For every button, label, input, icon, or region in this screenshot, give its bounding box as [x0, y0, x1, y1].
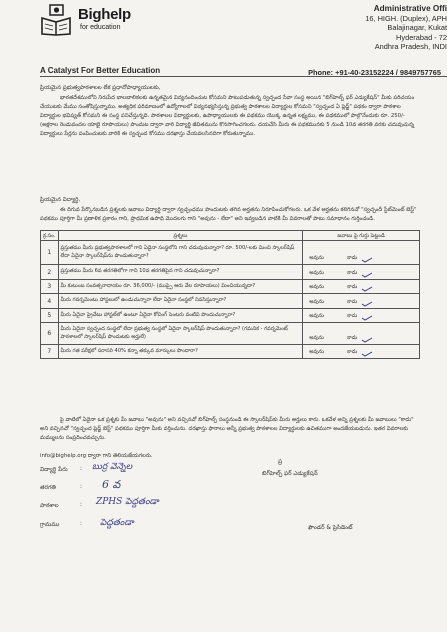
phone-numbers: Phone: +91-40-23152224 / 9849757765 [308, 68, 441, 77]
school-label: పాఠశాల [40, 503, 59, 509]
answer-yes-option[interactable]: అవును [309, 284, 324, 290]
intro-paragraph: భారతదేశములోని నిరుపేద బాలబాలికలకు ఉన్నతమైన విద్యనందించుట కోసమని పాటుపడుతున్న స్వచ్ఛంద సేవా సంస్థ అయిన "బిగ్‌హెల్ప్ ఫర్ ఎడ్యుకేషన్" మీకు పరిచయం చేయుటకు మేము సంతోషిస్తున్నాము. అత్యధిక పరిమాణంలో ఉద్యోగాలలో విద్యనభ్యసిస్తున్న ప్రభుత్వ పాఠశాలల విద్యార్థుల కోసమని "స్వచ్ఛంద ఏ ప్లెడ్జ్" పథకం ద్వారా పాఠశాల విద్యార్థుల భవిష్యత్ కోసమని ఈ సంస్థ పనిచేస్తున్నది. పాఠశాలల విద్యార్థులకు, ఉపాధ్యాయులకు ఈ పథకము యొక్క ఉన్నత లక్ష్యము, ఈ పథకములో పాల్గొనేందుకు రూ. 250/- (అక్షరాల రెండువందల యాభై రూపాయలు) పొందుట ద్వారా వారి విద్యార్థి జీవితమును కొనసాగించగలరు. దయచేసి మీరు ఈ పథకమునకు 5 నుండి 10వ తరగతి వరకు చదువుచున్న విద్యార్థులు పేర్లను పంపించుటకు వారికి ఈ స్వచ్ఛంద కోసము దరఖాస్తు చేయవలసినదిగా కోరుతున్నాము. [40, 95, 415, 137]
answer-no-option[interactable]: కాదు [347, 313, 358, 319]
answer-no-option[interactable]: కాదు [347, 335, 358, 341]
answer-yes-option[interactable]: అవును [309, 255, 324, 261]
bighelp-logo [40, 4, 148, 56]
answer-cell[interactable] [303, 294, 420, 309]
founder-title: ఫౌండర్ & ప్రెసిడెంట్ [308, 525, 353, 531]
answer-no-option[interactable]: కాదు [347, 255, 358, 261]
question-number: 6 [41, 323, 59, 345]
student-name-value: బుర్ర వెన్నెల [92, 462, 133, 472]
colon: : [80, 466, 82, 472]
answer-no-option[interactable]: కాదు [347, 299, 358, 305]
question-text: ప్రస్తుతము మీరు ప్రభుత్వపాఠశాలలో గాని ఏదైనా సంస్థలోని గాని చదువుచున్నారా? రూ. 500/-లకు మించి స్కాలర్‌షిప్ లేదా ఏదైనా స్కాలర్‌షిప్‌ను పొందుతున్నారా? [58, 241, 303, 265]
question-number: 2 [41, 265, 59, 280]
colon: : [80, 502, 82, 508]
answer-no-option[interactable]: కాదు [347, 270, 358, 276]
handwritten-tick-icon [361, 286, 373, 292]
village-value: పెద్దతండా [100, 518, 134, 528]
question-text: మీరు ఏదైనా ప్రైవేటు హాస్టల్‌లో ఉంటూ ఏదైనా కోచింగ్ సెంటరు వంటివి పొందుచున్నారా? [58, 309, 303, 323]
class-value: 6 వ [102, 478, 121, 491]
question-number: 7 [41, 345, 59, 359]
tagline: A Catalyst For Better Education [40, 66, 161, 75]
answer-no-option[interactable]: కాదు [347, 349, 358, 355]
question-text: మీరు గత పరీక్షలో సరాసరి 40% కన్నా తక్కువ మార్కులు పొందారా? [58, 345, 303, 359]
question-text: ప్రస్తుతము మీరు 6వ తరగతిలోగా గాని 10వ తరగతిపైన గాని చదువుచున్నారా? [58, 265, 303, 280]
answer-yes-option[interactable]: అవును [309, 349, 324, 355]
colon: : [80, 484, 82, 490]
handwritten-tick-icon [361, 272, 373, 278]
handwritten-tick-icon [361, 315, 373, 321]
header-serial: క్ర.సం. [41, 231, 59, 241]
student-name-label: విద్యార్థి పేరు [40, 467, 68, 473]
question-text: మీ కుటుంబ సంవత్సరాదాయం రూ. 36,000/- (ముప్పై ఆరు వేల రూపాయలు) మించియున్నదా? [58, 280, 303, 294]
handwritten-tick-icon [361, 337, 373, 343]
brand-name: Bighelp [78, 6, 131, 23]
answer-cell[interactable] [303, 309, 420, 323]
colon: : [80, 521, 82, 527]
student-intro-paragraph: ఈ దిగువ పేర్కొనబడిన ప్రశ్నలకు జవాబు విద్యార్థి ద్వారా స్వచ్ఛంధము పొందుటకు తగిన అర్హతను నిరూపించుకోగలరు. ఒక వేళ అర్హతను కలిగినచో "స్వచ్ఛందీ స్టేట్‌మెంట్ బెస్ట్" పథకము పూర్తిగా మీ ప్రణాళిక ప్రకారం గాని, ప్రాథమిక ఉపాధి మొదలగు గాని "అవును - లేదా" అని ఇవ్వబడిన వాటికి మీ వివరాలతో పాటు సమాధానం గుర్తించండి. [40, 207, 417, 222]
answer-cell[interactable] [303, 345, 420, 359]
table-row [41, 294, 420, 309]
school-value: ZPHS పెద్దతండా [96, 497, 159, 507]
table-row [41, 265, 420, 280]
table-header-row [41, 231, 420, 241]
question-number: 5 [41, 309, 59, 323]
answer-cell[interactable] [303, 280, 420, 294]
question-text: మీరు ఏదైనా స్వచ్ఛంద సంస్థలో లేదా ప్రభుత్వ సంస్థలో ఏదైనా స్కాలర్‌షిప్ పొందుతున్నారా? (గమనిక - గవర్నమెంట్ పాఠశాలలో స్కాలర్‌షిప్ పొందుటకు అర్హులే) [58, 323, 303, 345]
office-title: Administrative Offi [373, 4, 447, 13]
table-row [41, 345, 420, 359]
contact-line [40, 452, 418, 461]
contact-suffix: ద్వారా గాని తెలియజేయగలరు. [87, 453, 153, 459]
handwritten-tick-icon [361, 351, 373, 357]
closing-paragraph: పై వాటిలో ఏదైనా ఒక ప్రశ్నకు మీ జవాబు "అవును" అని వచ్చినచో బిగ్‌హెల్ప్ సంస్థనుండి ఈ స్కాలర్‌షిప్‌కు మీరు అర్హులు కారు. ఒకవేళ అన్ని ప్రశ్నలకు మీ జవాబులు "కాదు" అని వచ్చినచో "స్వచ్ఛంద ప్లెడ్జ్ బెస్ట్" పథకము పూర్తిగా మీకు వర్తించును. దరఖాస్తు ఫారాలు అన్నీ ప్రభుత్వ పాఠశాలల విద్యార్థులకు ఉచితముగా అందజేయబడును. ఇతర వివరాలకు మమ్ములను సంప్రదించవచ్చును. [40, 417, 414, 441]
handwritten-tick-icon [361, 257, 373, 263]
table-row [41, 241, 420, 265]
question-text: మీరు గవర్నమెంటు హాస్టలులో ఉండుచున్నారా లేదా ఏదైనా సంస్థలో నివసిస్తున్నారా? [58, 294, 303, 309]
address-line: Andhra Pradesh, INDI [374, 42, 447, 52]
signature-mark: ప్ర [278, 459, 283, 465]
header-divider [40, 76, 447, 77]
class-label: తరగతి [40, 485, 56, 491]
answer-cell[interactable] [303, 323, 420, 345]
address-line: Hyderabad - 72 [396, 32, 447, 42]
question-number: 1 [41, 241, 59, 265]
table-row [41, 309, 420, 323]
student-greeting: ప్రియమైన విద్యార్థి, [40, 197, 81, 203]
address-line: Balajinagar, Kukat [387, 23, 447, 33]
table-row [41, 280, 420, 294]
principal-greeting: ప్రియమైన ప్రభుత్వపాఠశాలల లేక ప్రధానోపాధ్యాయులకు, [40, 85, 161, 91]
answer-cell[interactable] [303, 265, 420, 280]
answer-yes-option[interactable]: అవును [309, 335, 324, 341]
header-answer: జవాబు పై గుర్తు పెట్టండి [303, 231, 420, 241]
organization-signature: బిగ్‌హెల్ప్ ఫర్ ఎడ్యుకేషన్ [262, 471, 318, 477]
answer-yes-option[interactable]: అవును [309, 313, 324, 319]
eligibility-table [40, 230, 420, 359]
answer-yes-option[interactable]: అవును [309, 299, 324, 305]
question-number: 4 [41, 294, 59, 309]
answer-no-option[interactable]: కాదు [347, 284, 358, 290]
village-label: గ్రామము [40, 522, 60, 528]
answer-yes-option[interactable]: అవును [309, 270, 324, 276]
handwritten-tick-icon [361, 301, 373, 307]
contact-email: info@bighelp.org [40, 453, 87, 459]
office-address-block [257, 4, 447, 77]
book-logo-icon [40, 4, 74, 36]
table-row [41, 323, 420, 345]
answer-cell[interactable] [303, 241, 420, 265]
question-number: 3 [41, 280, 59, 294]
address-line: 16, HIGH. (Duplex), APH [365, 13, 447, 23]
brand-subtitle: for education [80, 24, 121, 31]
header-questions: ప్రశ్నలు [58, 231, 303, 241]
